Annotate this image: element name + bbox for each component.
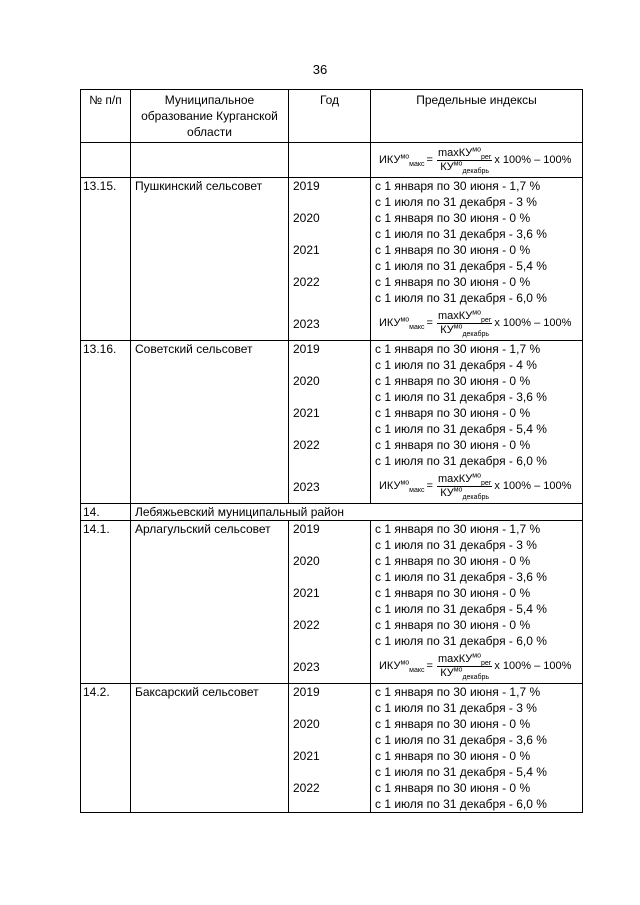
index-line: с 1 января по 30 июня - 1,7 % bbox=[375, 179, 541, 193]
index-line: с 1 января по 30 июня - 0 % bbox=[375, 586, 531, 600]
index-line: с 1 июля по 31 декабря - 6,0 % bbox=[375, 291, 547, 305]
year-value: 2022 bbox=[293, 438, 320, 452]
year-value: 2019 bbox=[293, 179, 320, 193]
formula-fraction: $\frac{\max КУ^{мо}_{рег}}{КУ^{мо}_{декабрь}}$ bbox=[437, 145, 492, 175]
section-row bbox=[81, 504, 583, 521]
indices-cell bbox=[371, 341, 583, 504]
table-body bbox=[81, 143, 583, 813]
row-number: 14.2. bbox=[81, 684, 131, 813]
index-line: с 1 января по 30 июня - 0 % bbox=[375, 717, 531, 731]
year-value: 2020 bbox=[293, 717, 320, 731]
index-line: с 1 июля по 31 декабря - 3 % bbox=[375, 701, 537, 715]
index-line: с 1 июля по 31 декабря - 3,6 % bbox=[375, 390, 547, 404]
formula-lhs: $ИКУ^{мо}_{макс}$ bbox=[379, 479, 425, 495]
index-line: с 1 июля по 31 декабря - 5,4 % bbox=[375, 422, 547, 436]
year-value: 2022 bbox=[293, 781, 320, 795]
formula-eq: = bbox=[426, 154, 433, 166]
year-cell bbox=[289, 521, 371, 684]
indices-cell bbox=[371, 684, 583, 813]
formula-lhs: $ИКУ^{мо}_{макс}$ bbox=[379, 316, 425, 332]
formula-line bbox=[375, 469, 578, 503]
year-cell bbox=[289, 684, 371, 813]
year-cell bbox=[289, 178, 371, 341]
index-line: с 1 июля по 31 декабря - 5,4 % bbox=[375, 765, 547, 779]
year-value: 2019 bbox=[293, 342, 320, 356]
page-number: 36 bbox=[312, 62, 328, 77]
year-value: 2022 bbox=[293, 618, 320, 632]
formula-eq: = bbox=[426, 480, 433, 492]
index-line: с 1 июля по 31 декабря - 3 % bbox=[375, 195, 537, 209]
index-line: с 1 января по 30 июня - 0 % bbox=[375, 374, 531, 388]
header-indices: Предельные индексы bbox=[371, 90, 583, 143]
year-value: 2020 bbox=[293, 374, 320, 388]
header-year: Год bbox=[289, 90, 371, 143]
year-value: 2023 bbox=[293, 480, 320, 494]
index-line: с 1 января по 30 июня - 0 % bbox=[375, 618, 531, 632]
row-number: 13.15. bbox=[81, 178, 131, 341]
index-line: с 1 января по 30 июня - 0 % bbox=[375, 438, 531, 452]
year-value: 2023 bbox=[293, 660, 320, 674]
index-line: с 1 января по 30 июня - 0 % bbox=[375, 243, 531, 257]
index-line: с 1 января по 30 июня - 0 % bbox=[375, 406, 531, 420]
formula-fraction: $\frac{\max КУ^{мо}_{рег}}{КУ^{мо}_{декабрь}}$ bbox=[437, 471, 492, 501]
index-line: с 1 июля по 31 декабря - 5,4 % bbox=[375, 602, 547, 616]
formula-legend-row bbox=[81, 143, 583, 178]
index-line: с 1 июля по 31 декабря - 3,6 % bbox=[375, 227, 547, 241]
index-line: с 1 июля по 31 декабря - 3,6 % bbox=[375, 733, 547, 747]
formula-line bbox=[375, 649, 578, 683]
indices-cell bbox=[371, 178, 583, 341]
formula-tail: х 100% – 100% bbox=[494, 480, 572, 492]
header-num: № п/п bbox=[81, 90, 131, 143]
year-value: 2019 bbox=[293, 522, 320, 536]
year-value: 2022 bbox=[293, 275, 320, 289]
year-value: 2020 bbox=[293, 211, 320, 225]
index-line: с 1 июля по 31 декабря - 6,0 % bbox=[375, 454, 547, 468]
year-value: 2021 bbox=[293, 586, 320, 600]
formula-line bbox=[375, 306, 578, 340]
index-line: с 1 января по 30 июня - 1,7 % bbox=[375, 522, 541, 536]
formula-lhs: $ИКУ^{мо}_{макс}$ bbox=[379, 153, 425, 169]
index-line: с 1 июля по 31 декабря - 3 % bbox=[375, 538, 537, 552]
formula bbox=[379, 653, 571, 680]
municipality-name: Советский сельсовет bbox=[131, 341, 289, 504]
year-value: 2020 bbox=[293, 554, 320, 568]
formula-tail: х 100% – 100% bbox=[494, 154, 572, 166]
year-value: 2021 bbox=[293, 243, 320, 257]
index-line: с 1 января по 30 июня - 0 % bbox=[375, 554, 531, 568]
limit-indices-table bbox=[80, 89, 583, 813]
year-value: 2019 bbox=[293, 685, 320, 699]
index-line: с 1 июля по 31 декабря - 3,6 % bbox=[375, 570, 547, 584]
index-line: с 1 июля по 31 декабря - 6,0 % bbox=[375, 797, 547, 811]
municipality-row bbox=[81, 521, 583, 684]
formula bbox=[379, 147, 571, 174]
municipality-row bbox=[81, 178, 583, 341]
formula-fraction: $\frac{\max КУ^{мо}_{рег}}{КУ^{мо}_{декабрь}}$ bbox=[437, 651, 492, 681]
formula-eq: = bbox=[426, 660, 433, 672]
year-value: 2021 bbox=[293, 749, 320, 763]
index-line: с 1 января по 30 июня - 0 % bbox=[375, 275, 531, 289]
header-municipality: Муниципальное образование Курганской области bbox=[131, 90, 289, 143]
formula-eq: = bbox=[426, 317, 433, 329]
index-line: с 1 января по 30 июня - 0 % bbox=[375, 749, 531, 763]
index-line: с 1 января по 30 июня - 0 % bbox=[375, 781, 531, 795]
municipality-row bbox=[81, 341, 583, 504]
formula-tail: х 100% – 100% bbox=[494, 317, 572, 329]
row-number: 14. bbox=[81, 504, 131, 521]
municipality-name: Баксарский сельсовет bbox=[131, 684, 289, 813]
index-line: с 1 июля по 31 декабря - 4 % bbox=[375, 358, 537, 372]
municipality-name: Арлагульский сельсовет bbox=[131, 521, 289, 684]
municipality-name: Пушкинский сельсовет bbox=[131, 178, 289, 341]
formula-lhs: $ИКУ^{мо}_{макс}$ bbox=[379, 659, 425, 675]
index-line: с 1 января по 30 июня - 1,7 % bbox=[375, 685, 541, 699]
formula bbox=[379, 310, 571, 337]
formula-legend bbox=[375, 143, 578, 177]
municipality-row bbox=[81, 684, 583, 813]
section-title: Лебяжьевский муниципальный район bbox=[131, 504, 583, 521]
year-value: 2021 bbox=[293, 406, 320, 420]
index-line: с 1 июля по 31 декабря - 5,4 % bbox=[375, 259, 547, 273]
row-number: 14.1. bbox=[81, 521, 131, 684]
formula-fraction: $\frac{\max КУ^{мо}_{рег}}{КУ^{мо}_{декабрь}}$ bbox=[437, 308, 492, 338]
index-line: с 1 июля по 31 декабря - 6,0 % bbox=[375, 634, 547, 648]
formula bbox=[379, 473, 571, 500]
indices-cell bbox=[371, 521, 583, 684]
formula-tail: х 100% – 100% bbox=[494, 660, 572, 672]
year-cell bbox=[289, 341, 371, 504]
index-line: с 1 января по 30 июня - 0 % bbox=[375, 211, 531, 225]
year-value: 2023 bbox=[293, 317, 320, 331]
row-number: 13.16. bbox=[81, 341, 131, 504]
index-line: с 1 января по 30 июня - 1,7 % bbox=[375, 342, 541, 356]
table-header-row bbox=[81, 90, 583, 143]
